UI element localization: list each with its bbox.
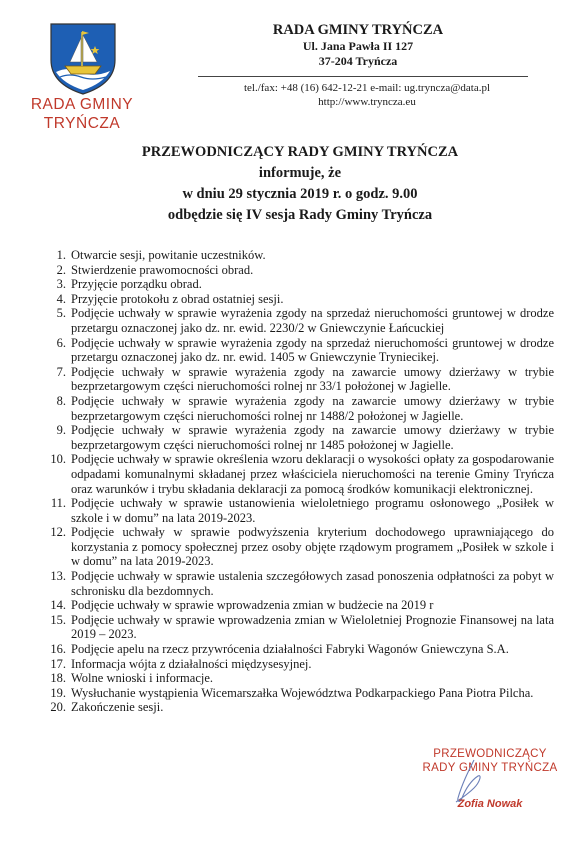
list-item bbox=[36, 248, 554, 263]
contact-line: tel./fax: +48 (16) 642-12-21 e-mail: ug.tryncza@data.pl bbox=[243, 82, 491, 94]
list-item bbox=[36, 336, 554, 365]
list-item bbox=[36, 657, 554, 672]
item-text: Podjęcie uchwały w sprawie wyrażenia zgody na zawarcie umowy dzierżawy w trybie bezprzetargowym części nieruchomości rolnej nr 1485 położonej w Jagielle. bbox=[71, 423, 554, 452]
item-number: 1. bbox=[56, 248, 66, 262]
list-item bbox=[36, 423, 554, 452]
item-text: Podjęcie uchwały w sprawie określenia wzoru deklaracji o wysokości opłaty za gospodarowanie odpadami komunalnymi składanej przez właściciela nieruchomości na terenie Gminy Tryńcza oraz warunków i trybu składania deklaracji za pomocą środków komunikacji elektronicznej. bbox=[71, 452, 554, 496]
item-text: Podjęcie uchwały w sprawie wprowadzenia zmian w budżecie na 2019 r bbox=[71, 598, 434, 613]
item-number: 2. bbox=[56, 262, 66, 277]
item-number: 17. bbox=[50, 656, 66, 671]
item-text: Zakończenie sesji. bbox=[71, 700, 164, 715]
announcement-line2: informuje, że bbox=[258, 165, 342, 181]
item-number: 13. bbox=[50, 569, 66, 584]
item-text: Wolne wnioski i informacje. bbox=[71, 671, 214, 686]
item-number: 16. bbox=[50, 642, 66, 657]
item-text: Podjęcie uchwały w sprawie wyrażenia zgody na zawarcie umowy dzierżawy w trybie bezprzetargowym części nieruchomości rolnej nr 33/1 położonej w Jagielle. bbox=[71, 364, 554, 394]
item-number: 9. bbox=[56, 423, 66, 438]
item-number: 11. bbox=[50, 496, 66, 511]
item-text: Podjęcie apelu na rzecz przywrócenia działalności Fabryki Wagonów Gniewczyna S.A. bbox=[71, 642, 509, 657]
item-number: 20. bbox=[50, 700, 66, 715]
contact-block bbox=[212, 81, 522, 109]
list-item bbox=[36, 569, 554, 598]
list-item bbox=[36, 700, 554, 715]
announcement-session: odbędzie się IV sesja Rady Gminy Tryńcza bbox=[167, 207, 433, 223]
postal-address: 37-204 Tryńcza bbox=[318, 54, 398, 68]
item-text: Podjęcie uchwały w sprawie wyrażenia zgody na sprzedaż nieruchomości gruntowej w drodze przetargu oznaczonej jako dz. nr. ewid. 1405 w Gniewczynie Tryniecikej. bbox=[71, 335, 554, 365]
list-item bbox=[36, 292, 554, 307]
crest-caption-line2: TRYŃCZA bbox=[43, 115, 121, 132]
item-text: Wysłuchanie wystąpienia Wicemarszałka Województwa Podkarpackiego Pana Piotra Pilcha. bbox=[71, 685, 534, 700]
item-text: Podjęcie uchwały w sprawie wyrażenia zgody na sprzedaż nieruchomości gruntowej w drodze przetargu oznaczonej jako dz. nr. ewid. 2230/2 w Gniewczynie Łańcuckiej bbox=[71, 306, 554, 335]
list-item bbox=[36, 525, 554, 569]
item-text: Przyjęcie protokołu z obrad ostatniej sesji. bbox=[71, 291, 284, 306]
stamp-line1: PRZEWODNICZĄCY bbox=[433, 748, 547, 760]
list-item bbox=[36, 598, 554, 613]
item-number: 10. bbox=[50, 452, 66, 467]
item-number: 12. bbox=[50, 525, 66, 540]
item-text: Stwierdzenie prawomocności obrad. bbox=[71, 262, 254, 277]
item-text: Podjęcie uchwały w sprawie ustanowienia wieloletniego programu osłonowego „Posiłek w szkole i w domu” na lata 2019-2023. bbox=[71, 496, 554, 525]
signatory-name: Zofia Nowak bbox=[457, 798, 523, 810]
list-item bbox=[36, 671, 554, 686]
list-item bbox=[36, 277, 554, 292]
item-number: 8. bbox=[56, 393, 66, 408]
list-item bbox=[36, 613, 554, 642]
website-link[interactable]: http://www.tryncza.eu bbox=[318, 96, 416, 108]
list-item bbox=[36, 642, 554, 657]
stamp-line2: RADY GMINY TRYŃCZA bbox=[422, 762, 558, 774]
item-text: Podjęcie uchwały w sprawie wprowadzenia zmian w Wieloletniej Prognozie Finansowej na lata 2019 – 2023. bbox=[71, 612, 554, 642]
list-item bbox=[36, 263, 554, 278]
item-number: 15. bbox=[50, 612, 66, 627]
item-text: Przyjęcie porządku obrad. bbox=[71, 277, 202, 292]
coat-of-arms-icon bbox=[48, 22, 118, 96]
letterhead-divider bbox=[198, 76, 528, 77]
street-address: Ul. Jana Pawła II 127 bbox=[302, 39, 414, 53]
list-item bbox=[36, 394, 554, 423]
list-item bbox=[36, 452, 554, 496]
item-text: Podjęcie uchwały w sprawie ustalenia szczegółowych zasad ponoszenia odpłatności za pobyt w schronisku dla bezdomnych. bbox=[71, 569, 554, 598]
announcement-date: w dniu 29 stycznia 2019 r. o godz. 9.00 bbox=[182, 186, 418, 202]
letterhead bbox=[236, 22, 480, 69]
item-text: Podjęcie uchwały w sprawie podwyższenia kryterium dochodowego uprawniającego do korzystania z pomocy społecznej przez osoby objęte rządowym programem „Posiłek w szkole i w domu” na lata 2019-2023. bbox=[71, 525, 554, 569]
list-item bbox=[36, 496, 554, 525]
council-name: RADA GMINY TRYŃCZA bbox=[272, 22, 444, 38]
crest-caption bbox=[18, 95, 146, 133]
item-text: Otwarcie sesji, powitanie uczestników. bbox=[71, 248, 266, 262]
announcement bbox=[100, 142, 500, 226]
list-item bbox=[36, 686, 554, 701]
item-number: 3. bbox=[56, 277, 66, 292]
item-number: 18. bbox=[50, 671, 66, 686]
list-item bbox=[36, 365, 554, 394]
item-number: 6. bbox=[56, 335, 66, 350]
item-number: 7. bbox=[56, 364, 66, 379]
item-text: Podjęcie uchwały w sprawie wyrażenia zgody na zawarcie umowy dzierżawy w trybie bezprzetargowym części nieruchomości rolnej nr 1488/2 położonej w Jagielle. bbox=[71, 393, 554, 423]
item-text: Informacja wójta z działalności międzysesyjnej. bbox=[71, 656, 312, 671]
item-number: 4. bbox=[56, 291, 66, 306]
item-number: 14. bbox=[50, 598, 66, 613]
item-number: 5. bbox=[56, 306, 66, 321]
list-item bbox=[36, 306, 554, 335]
item-number: 19. bbox=[50, 685, 66, 700]
crest-caption-line1: RADA GMINY bbox=[30, 96, 134, 113]
agenda-list bbox=[36, 248, 554, 715]
announcement-heading: PRZEWODNICZĄCY RADY GMINY TRYŃCZA bbox=[141, 144, 459, 160]
